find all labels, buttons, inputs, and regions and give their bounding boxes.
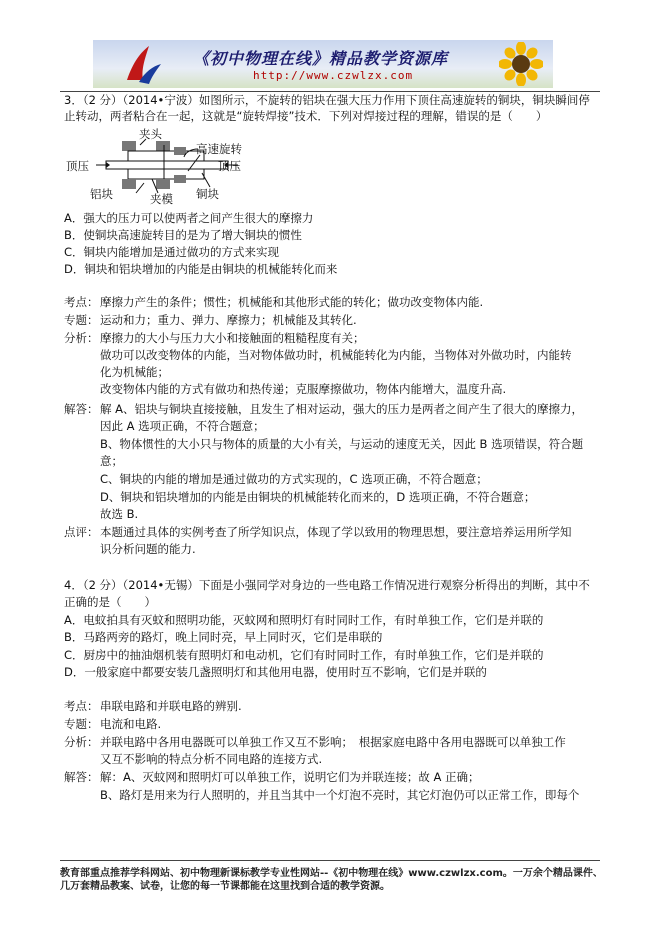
q3-dianping-label: 点评： [64, 525, 99, 539]
q4-fenxi-line: 又互不影响的特点分析不同电路的连接方式. [100, 752, 323, 766]
q4-fenxi-label: 分析： [64, 735, 99, 749]
q3-jieda-line: C、铜块的内能的增加是通过做功的方式实现的，C 选项正确，不符合题意； [100, 472, 488, 486]
q4-fenxi-line: 并联电路中各用电器既可以单独工作又互不影响； 根据家庭电路中各用电器既可以单独工作 [100, 735, 566, 749]
site-logo-icon [123, 42, 163, 86]
q3-option-d: D．铜块和铝块增加的内能是由铜块的机械能转化而来 [64, 262, 338, 276]
q3-dianping-line: 识分析问题的能力. [100, 542, 196, 556]
q3-jieda-line: B、物体惯性的大小只与物体的质量的大小有关，与运动的速度无关，因此 B 选项错误，符合题 [100, 437, 584, 451]
q3-kaodian: 摩擦力产生的条件；惯性；机械能和其他形式能的转化；做功改变物体内能. [100, 295, 484, 309]
q3-option-a: A．强大的压力可以使两者之间产生很大的摩擦力 [64, 211, 314, 225]
q3-fenxi-line: 做功可以改变物体的内能，当对物体做功时，机械能转化为内能，当物体对外做功时，内能转 [100, 348, 572, 362]
q4-jieda-line: B、路灯是用来为行人照明的，并且当其中一个灯泡不亮时，其它灯泡仍可以正常工作，即每个 [100, 788, 580, 802]
q3-fenxi-line: 化为机械能； [100, 365, 169, 379]
q4-zhuanti: 电流和电路. [100, 717, 162, 731]
q3-fenxi-line: 改变物体内能的方式有做功和热传递；克服摩擦做功，物体内能增大，温度升高. [100, 382, 507, 396]
q4-jieda-label: 解答： [64, 770, 99, 784]
q4-kaodian: 串联电路和并联电路的辨别. [100, 699, 242, 713]
q3-kaodian-label: 考点： [64, 295, 99, 309]
label-press-right: 顶压 [218, 159, 241, 173]
q3-header-cont: 止转动，两者粘合在一起，这就是“旋转焊接”技术．下列对焊接过程的理解，错误的是（ ） [64, 109, 548, 123]
header-banner [93, 40, 553, 88]
q3-jieda-line: 解 A、铝块与铜块直接接触，且发生了相对运动，强大的压力是两者之间产生了很大的摩擦力， [100, 402, 584, 416]
clamp-top-right [156, 141, 170, 151]
clamp-top-left [122, 141, 136, 151]
page-footer [60, 867, 603, 893]
sunflower-icon [499, 42, 543, 86]
q4-option-a: A．电蚊拍具有灭蚊和照明功能，灭蚊网和照明灯有时同时工作，有时单独工作，它们是并联的 [64, 613, 544, 627]
q3-jieda-line: 因此 A 选项正确，不符合题意； [100, 419, 265, 433]
shaft [106, 161, 228, 169]
label-clamp-head: 夹头 [139, 127, 162, 141]
label-mold: 夹模 [150, 192, 173, 206]
q4-header: 4．（2 分）（2014•无锡）下面是小强同学对身边的一些电路工作情况进行观察分析得出的判断，其中不 [64, 578, 590, 592]
q4-kaodian-label: 考点： [64, 699, 99, 713]
footer-line-1: 教育部重点推荐学科网站、初中物理新课标教学专业性网站--《初中物理在线》www.czwlzx.com。一万余个精品课件、 [60, 868, 603, 879]
q3-option-b: B．使铜块高速旋转目的是为了增大铜块的惯性 [64, 228, 302, 242]
q4-option-d: D．一般家庭中都要安装几盏照明灯和其他用电器，使用时互不影响，它们是并联的 [64, 665, 487, 679]
footer-rule [60, 860, 600, 861]
q4-header-cont: 正确的是（ ） [64, 595, 156, 609]
q4-option-c: C．厨房中的抽油烟机装有照明灯和电动机，它们有时同时工作，有时单独工作，它们是并联的 [64, 648, 544, 662]
q3-zhuanti: 运动和力；重力、弹力、摩擦力；机械能及其转化. [100, 313, 357, 327]
q3-jieda-line: D、铜块和铝块增加的内能是由铜块的机械能转化而来的，D 选项正确，不符合题意； [100, 490, 536, 504]
q3-fenxi-line: 摩擦力的大小与压力大小和接触面的粗糙程度有关； [100, 331, 365, 345]
q3-fenxi-label: 分析： [64, 331, 99, 345]
q3-option-c: C．铜块内能增加是通过做功的方式来实现 [64, 245, 280, 259]
q3-jieda-line: 故选 B. [100, 507, 139, 521]
label-copper: 铜块 [196, 187, 219, 201]
banner-title: 《初中物理在线》精品教学资源库 [193, 49, 449, 68]
q3-jieda-line: 意； [100, 454, 123, 468]
q3-dianping-line: 本题通过具体的实例考查了所学知识点，体现了学以致用的物理思想，要注意培养运用所学知 [100, 525, 572, 539]
q4-zhuanti-label: 专题： [64, 717, 99, 731]
label-high-speed-rotate: 高速旋转 [196, 142, 242, 156]
footer-line-2: 几万套精品教案、试卷，让您的每一节课都能在这里找到合适的教学资源。 [60, 881, 390, 892]
q4-option-b: B．马路两旁的路灯，晚上同时亮，早上同时灭，它们是串联的 [64, 630, 383, 644]
banner-url[interactable]: http://www.czwlzx.com [253, 69, 414, 82]
q3-zhuanti-label: 专题： [64, 313, 99, 327]
label-press-left: 顶压 [66, 159, 89, 173]
q3-jieda-label: 解答： [64, 402, 99, 416]
q3-header: 3．（2 分）（2014•宁波）如图所示，不旋转的铝块在强大压力作用下顶住高速旋转的铜块，铜块瞬间停 [64, 93, 590, 107]
label-aluminum: 铝块 [90, 187, 113, 201]
q4-jieda-line: 解：A、灭蚊网和照明灯可以单独工作，说明它们为并联连接；故 A 正确； [100, 770, 480, 784]
